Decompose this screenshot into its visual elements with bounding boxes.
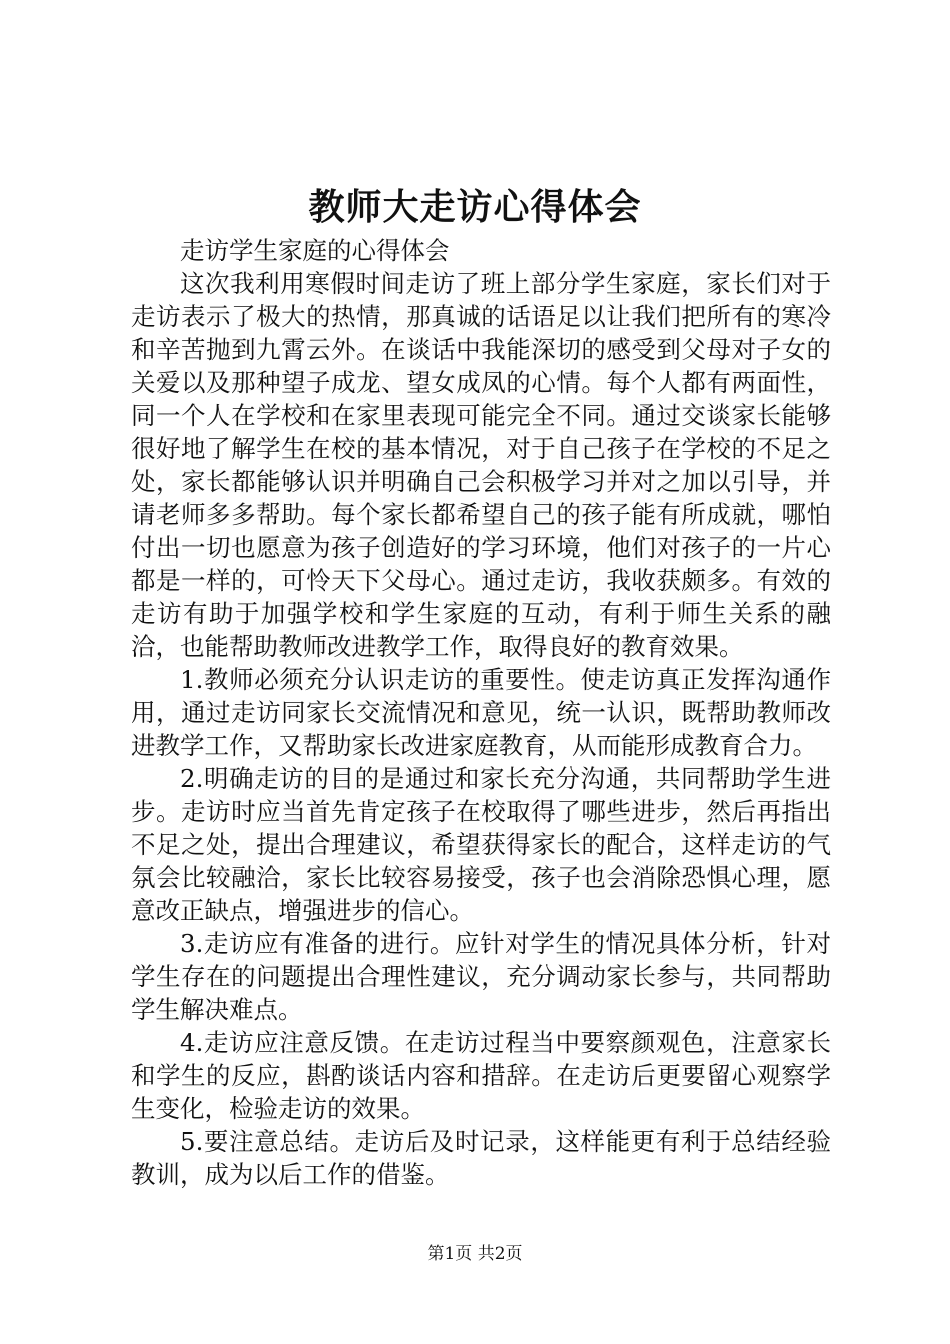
point-1-paragraph: 1.教师必须充分认识走访的重要性。使走访真正发挥沟通作用，通过走访同家长交流情况和意见，统一认识，既帮助教师改进教学工作，又帮助家长改进家庭教育，从而能形成教育合力。: [131, 665, 831, 760]
point-5-paragraph: 5.要注意总结。走访后及时记录，这样能更有利于总结经验教训，成为以后工作的借鉴。: [131, 1127, 831, 1189]
point-4-paragraph: 4.走访应注意反馈。在走访过程当中要察颜观色，注意家长和学生的反应，斟酌谈话内容和措辞。在走访后更要留心观察学生变化，检验走访的效果。: [131, 1028, 831, 1123]
document-title: 教师大走访心得体会: [308, 186, 642, 228]
point-2-paragraph: 2.明确走访的目的是通过和家长充分沟通，共同帮助学生进步。走访时应当首先肯定孩子在校取得了哪些进步，然后再指出不足之处，提出合理建议，希望获得家长的配合，这样走访的气氛会比较融洽，家长比较容易接受，孩子也会消除恐惧心理，愿意改正缺点，增强进步的信心。: [131, 764, 831, 925]
subtitle-paragraph: 走访学生家庭的心得体会: [180, 236, 450, 265]
document-body: [131, 234, 831, 1191]
page-number-footer: 第1页 共2页: [427, 1244, 523, 1264]
point-3-paragraph: 3.走访应有准备的进行。应针对学生的情况具体分析，针对学生存在的问题提出合理性建议，充分调动家长参与，共同帮助学生解决难点。: [131, 929, 831, 1024]
intro-paragraph: 这次我利用寒假时间走访了班上部分学生家庭，家长们对于走访表示了极大的热情，那真诚的话语足以让我们把所有的寒冷和辛苦抛到九霄云外。在谈话中我能深切的感受到父母对子女的关爱以及那种望子成龙、望女成凤的心情。每个人都有两面性，同一个人在学校和在家里表现可能完全不同。通过交谈家长能够很好地了解学生在校的基本情况，对于自己孩子在学校的不足之处，家长都能够认识并明确自己会积极学习并对之加以引导，并请老师多多帮助。每个家长都希望自己的孩子能有所成就，哪怕付出一切也愿意为孩子创造好的学习环境，他们对孩子的一片心都是一样的，可怜天下父母心。通过走访，我收获颇多。有效的走访有助于加强学校和学生家庭的互动，有利于师生关系的融洽，也能帮助教师改进教学工作，取得良好的教育效果。: [131, 269, 831, 661]
